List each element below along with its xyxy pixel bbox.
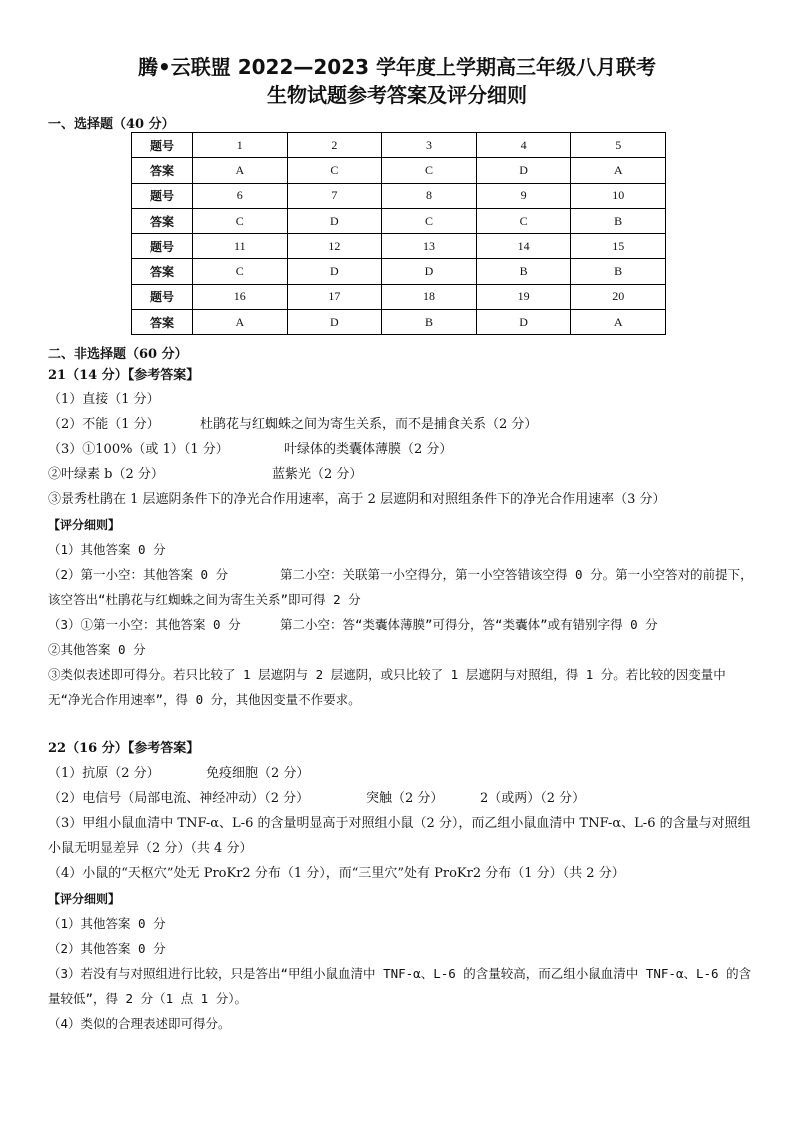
table-cell: 3 [382, 133, 477, 158]
q22-answer-1a: （1）抗原（2 分） [48, 766, 160, 781]
table-cell: 6 [193, 183, 288, 208]
table-cell: C [193, 259, 288, 284]
table-cell: D [287, 208, 382, 233]
table-cell: D [476, 158, 571, 183]
table-cell: 5 [571, 133, 666, 158]
table-cell: 1 [193, 133, 288, 158]
q22-rubric-4: （4）类似的合理表述即可得分。 [48, 1016, 231, 1031]
table-cell: C [193, 208, 288, 233]
table-row-label: 答案 [132, 158, 193, 183]
table-cell: A [193, 158, 288, 183]
q21-rubric-5: ③类似表述即可得分。若只比较了 1 层遮阴与 2 层遮阴，或只比较了 1 层遮阴与对照组，得 1 分。若比较的因变量中无“净光合作用速率”，得 0 分，其他因变量不作要求。 [48, 667, 726, 707]
q22-rubric-heading: 【评分细则】 [48, 892, 121, 906]
q22-heading: 22（16 分）【参考答案】 [48, 741, 200, 756]
table-cell: C [287, 158, 382, 183]
q22-answer-1b: 免疫细胞（2 分） [206, 766, 310, 781]
q22-rubric-2: （2）其他答案 0 分 [48, 941, 166, 956]
table-cell: B [571, 208, 666, 233]
table-cell: 11 [193, 234, 288, 259]
q22-answer-2c: 2（或两）（2 分） [480, 791, 586, 806]
q21-answer-5: ③景秀杜鹃在 1 层遮阴条件下的净光合作用速率，高于 2 层遮阴和对照组条件下的净光合作用速率（3 分） [48, 492, 666, 507]
table-cell: B [382, 310, 477, 335]
table-cell: D [287, 310, 382, 335]
q21-rubric-3a: （3）①第一小空：其他答案 0 分 [48, 617, 241, 632]
q22-answer-1 [48, 766, 758, 782]
table-cell: D [382, 259, 477, 284]
table-row-label: 题号 [132, 183, 193, 208]
table-cell: 14 [476, 234, 571, 259]
q22-rubric-1: （1）其他答案 0 分 [48, 916, 166, 931]
q21-rubric-1: （1）其他答案 0 分 [48, 542, 166, 557]
table-row-label: 题号 [132, 133, 193, 158]
table-row-label: 答案 [132, 259, 193, 284]
table-cell: 2 [287, 133, 382, 158]
q21-heading: 21（14 分）【参考答案】 [48, 368, 200, 383]
table-cell: C [382, 158, 477, 183]
q21-answer-2a: （2）不能（1 分） [48, 417, 160, 432]
table-cell: A [571, 310, 666, 335]
table-cell: 10 [571, 183, 666, 208]
table-row [132, 259, 666, 284]
table-cell: 12 [287, 234, 382, 259]
q22-answer-2a: （2）电信号（局部电流、神经冲动）（2 分） [48, 791, 310, 806]
table-cell: 13 [382, 234, 477, 259]
answer-table [131, 132, 666, 335]
table-cell: 7 [287, 183, 382, 208]
q21-rubric-2 [48, 562, 758, 612]
table-cell: A [193, 310, 288, 335]
table-row [132, 183, 666, 208]
exam-subtitle: 生物试题参考答案及评分细则 [267, 83, 527, 107]
table-cell: 18 [382, 284, 477, 309]
table-cell: 16 [193, 284, 288, 309]
q21-answer-4a: ②叶绿素 b（2 分） [48, 467, 164, 482]
section-choice-heading: 一、选择题（40 分） [48, 117, 175, 132]
q21-answer-3 [48, 442, 758, 458]
q22-answer-4: （4）小鼠的“天枢穴”处无 ProKr2 分布（1 分），而“三里穴”处有 ProKr2 分布（1 分）（共 2 分） [48, 866, 625, 881]
table-row-label: 题号 [132, 284, 193, 309]
table-row [132, 133, 666, 158]
table-row [132, 284, 666, 309]
table-cell: 20 [571, 284, 666, 309]
q22-answer-2b: 突触（2 分） [366, 791, 444, 806]
q21-answer-3b: 叶绿体的类囊体薄膜（2 分） [284, 442, 453, 457]
q21-rubric-4: ②其他答案 0 分 [48, 642, 146, 657]
table-cell: 8 [382, 183, 477, 208]
q21-answer-2b: 杜鹃花与红蜘蛛之间为寄生关系，而不是捕食关系（2 分） [200, 417, 538, 432]
table-row-label: 题号 [132, 234, 193, 259]
table-row [132, 310, 666, 335]
table-cell: B [571, 259, 666, 284]
section-nonchoice-heading: 二、非选择题（60 分） [48, 347, 188, 362]
q21-answer-1: （1）直接（1 分） [48, 392, 160, 407]
table-cell: C [382, 208, 477, 233]
table-row [132, 234, 666, 259]
table-cell: D [287, 259, 382, 284]
table-cell: B [476, 259, 571, 284]
table-cell: C [476, 208, 571, 233]
table-cell: 9 [476, 183, 571, 208]
table-cell: 4 [476, 133, 571, 158]
q21-rubric-3b: 第二小空：答“类囊体薄膜”可得分，答“类囊体”或有错别字得 0 分 [280, 617, 658, 632]
q21-rubric-2b: 第二小空：关联第一小空得分，第一小空答错该空得 0 分。第一小空答对的前提下，该空答出“杜鹃花与红蜘蛛之间为寄生关系”即可得 2 分 [48, 567, 753, 607]
q21-answer-3a: （3）①100%（或 1）（1 分） [48, 442, 229, 457]
q21-answer-4 [48, 467, 758, 483]
table-row-label: 答案 [132, 310, 193, 335]
q21-rubric-3 [48, 617, 758, 633]
table-cell: 19 [476, 284, 571, 309]
table-row [132, 208, 666, 233]
table-cell: A [571, 158, 666, 183]
q21-answer-2 [48, 417, 758, 433]
q21-rubric-2a: （2）第一小空：其他答案 0 分 [48, 567, 229, 582]
q22-answer-2 [48, 791, 758, 807]
table-cell: D [476, 310, 571, 335]
table-row-label: 答案 [132, 208, 193, 233]
q21-answer-4b: 蓝紫光（2 分） [272, 467, 363, 482]
exam-title: 腾•云联盟 2022—2023 学年度上学期高三年级八月联考 [137, 55, 657, 79]
q22-rubric-3: （3）若没有与对照组进行比较，只是答出“甲组小鼠血清中 TNF-α、L-6 的含量较高，而乙组小鼠血清中 TNF-α、L-6 的含量较低”，得 2 分（1 点 1 分）。 [48, 966, 752, 1006]
table-cell: 17 [287, 284, 382, 309]
table-cell: 15 [571, 234, 666, 259]
table-row [132, 158, 666, 183]
q22-answer-3: （3）甲组小鼠血清中 TNF-α、L-6 的含量明显高于对照组小鼠（2 分），而乙组小鼠血清中 TNF-α、L-6 的含量与对照组小鼠无明显差异（2 分）（共 4 分） [48, 816, 751, 856]
q21-rubric-heading: 【评分细则】 [48, 518, 121, 532]
